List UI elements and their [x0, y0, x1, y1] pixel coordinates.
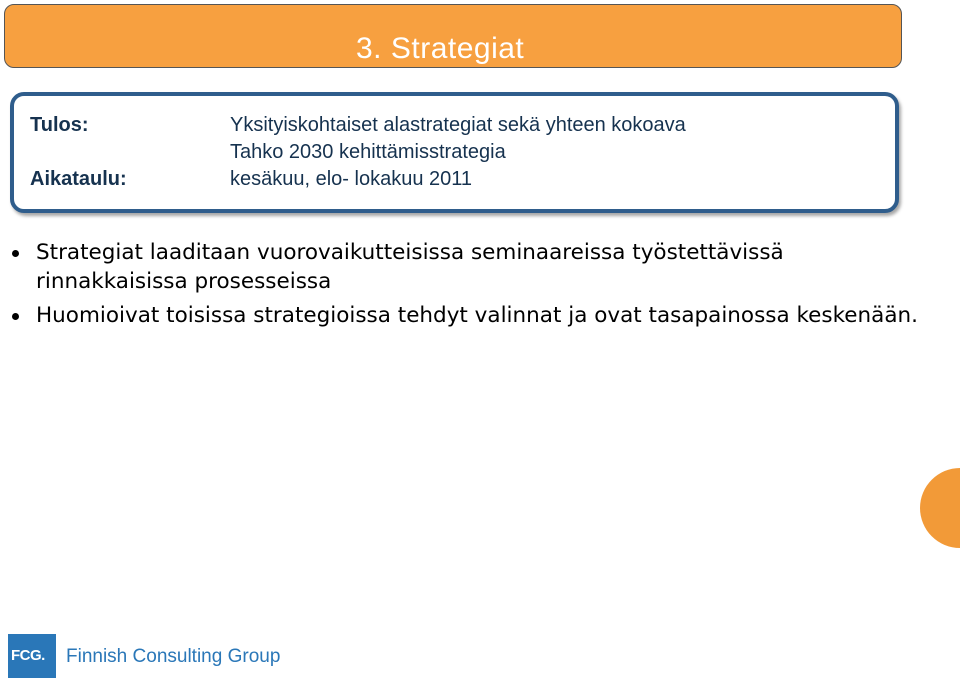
bullet-dot-icon: [12, 250, 19, 257]
schedule-label: Aikataulu:: [30, 168, 127, 190]
logo-abbr: FCG.: [11, 647, 45, 664]
bullet-text: Huomioivat toisissa strategioissa tehdyt valinnat ja ovat tasapainossa keskenään.: [36, 303, 918, 328]
slide-title: 3. Strategiat: [356, 32, 525, 65]
decorative-circle: [920, 468, 960, 548]
result-label: Tulos:: [30, 114, 89, 136]
fcg-logo-icon: [8, 634, 56, 678]
bullet-list: [10, 238, 940, 335]
info-box: [10, 92, 899, 213]
result-line-2: Tahko 2030 kehittämisstrategia: [230, 141, 506, 163]
result-line-1: Yksityiskohtaiset alastrategiat sekä yhteen kokoava: [230, 114, 686, 136]
company-name: Finnish Consulting Group: [66, 646, 281, 667]
schedule-value: kesäkuu, elo- lokakuu 2011: [230, 168, 473, 190]
list-item: [10, 238, 940, 296]
bullet-text: Strategiat laaditaan vuorovaikutteisissa seminaareissa työstettävissä rinnakkaisissa prosesseissa: [36, 240, 784, 294]
bullet-dot-icon: [12, 313, 19, 320]
list-item: [10, 301, 940, 330]
